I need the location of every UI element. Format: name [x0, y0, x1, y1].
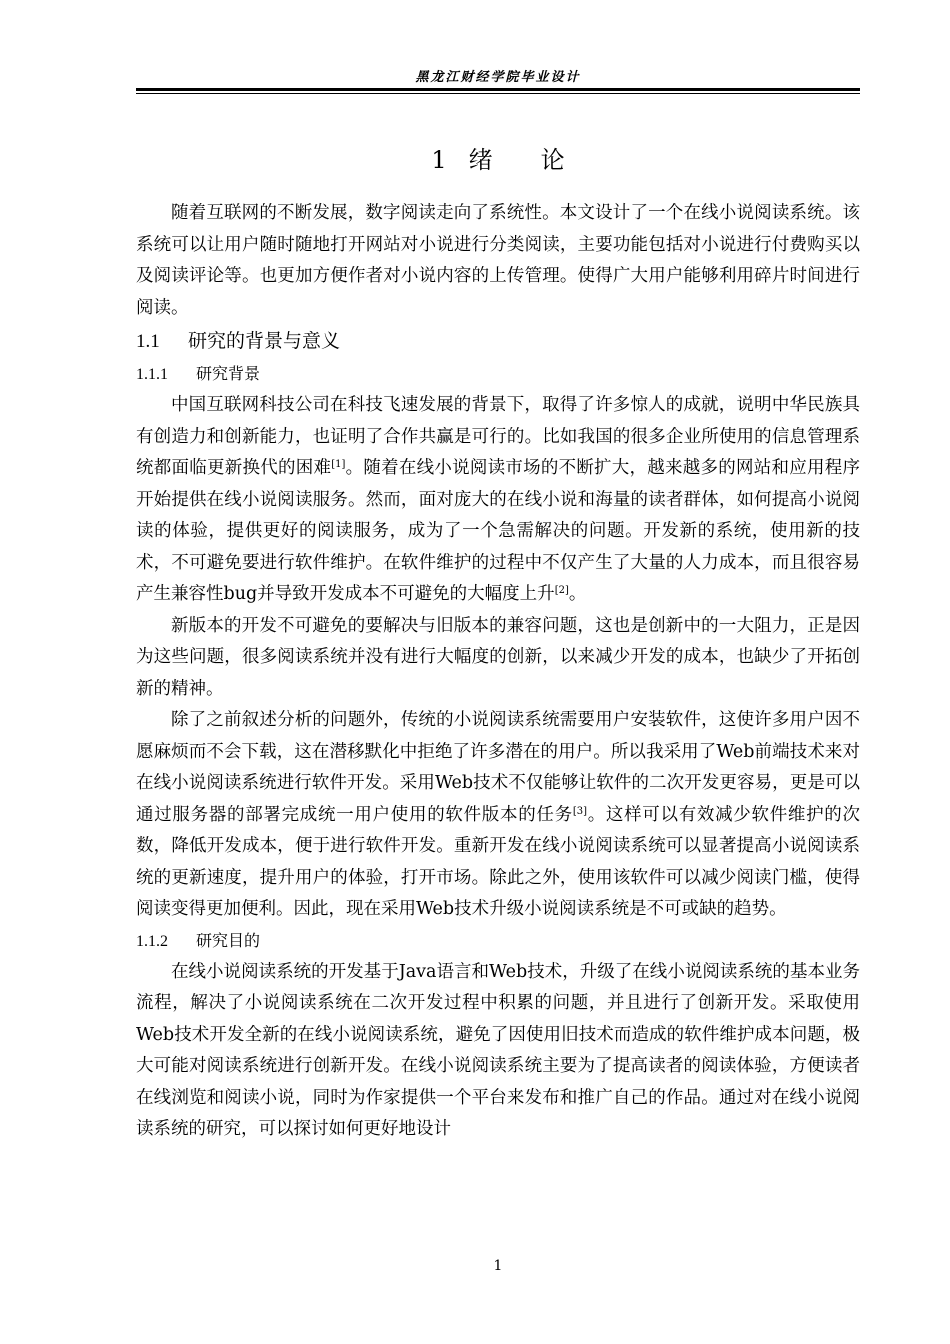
header-rule — [136, 88, 860, 91]
chapter-title — [136, 140, 860, 175]
purpose-paragraph: 在线小说阅读系统的开发基于Java语言和Web技术，升级了在线小说阅读系统的基本业务流程，解决了小说阅读系统在二次开发过程中积累的问题，并且进行了创新开发。采取使用Web技术开发全新的在线小说阅读系统，避免了因使用旧技术而造成的软件维护成本问题，极大可能对阅读系统进行创新开发。在线小说阅读系统主要为了提高读者的阅读体验，方便读者在线浏览和阅读小说，同时为作家提供一个平台来发布和推广自己的作品。通过对在线小说阅读系统的研究，可以探讨如何更好地设计 — [136, 961, 860, 1139]
page-body — [136, 198, 860, 1146]
header-rule-thin — [136, 93, 860, 94]
text-run: 中国互联网科技公司在科技飞速发展的背景下，取得了许多惊人的成就，说明中华民族具有创造力和创新能力，也证明了合作共赢是可行的。比如我国的很多企业所使用的信息管理系统都面临更新换代的困难 — [136, 395, 860, 478]
text-run: 。这样可以有效减少软件维护的次数，降低开发成本，便于进行软件开发。重新开发在线小说阅读系统可以显著提高小说阅读系统的更新速度，提升用户的体验，打开市场。除此之外，使用该软件可以减少阅读门槛，使得阅读变得更加便利。因此，现在采用Web技术升级小说阅读系统是不可或缺的趋势。 — [136, 804, 861, 919]
section-title: 研究的背景与意义 — [188, 330, 341, 352]
section-heading-1-1 — [136, 324, 860, 359]
section-heading-1-1-2 — [136, 926, 860, 957]
text-run: 。 — [568, 584, 587, 604]
section-number: 1.1 — [136, 331, 160, 352]
background-paragraph-1 — [136, 390, 860, 611]
text-run: 除了之前叙述分析的问题外，传统的小说阅读系统需要用户安装软件，这使许多用户因不愿麻烦而不会下载，这在潜移默化中拒绝了许多潜在的用户。所以我采用了Web前端技术来对在线小说阅读系统进行软件开发。采用Web技术不仅能够让软件的二次开发更容易，更是可以通过服务器的部署完成统一用户使用的软件版本的任务 — [136, 710, 860, 825]
background-paragraph-3 — [136, 705, 860, 926]
subsection-title: 研究背景 — [196, 364, 261, 383]
chapter-title-part1: 绪 — [468, 146, 493, 174]
subsection-title: 研究目的 — [196, 930, 261, 950]
text-run: 。随着在线小说阅读市场的不断扩大，越来越多的网站和应用程序开始提供在线小说阅读服务。然而，面对庞大的在线小说和海量的读者群体，如何提高小说阅读的体验，提供更好的阅读服务，成为了一个急需解决的问题。开发新的系统，使用新的技术，不可避免要进行软件维护。在软件维护的过程中不仅产生了大量的人力成本，而且很容易产生兼容性bug并导致开发成本不可避免的大幅度上升 — [136, 458, 860, 604]
section-heading-1-1-1 — [136, 359, 860, 390]
subsection-number: 1.1.2 — [136, 932, 168, 950]
background-paragraph-2: 新版本的开发不可避免的要解决与旧版本的兼容问题，这也是创新中的一大阻力，正是因为这些问题，很多阅读系统并没有进行大幅度的创新，以来减少开发的成本，也缺少了开拓创新的精神。 — [136, 615, 860, 699]
running-header: 黑龙江财经学院毕业设计 — [415, 70, 581, 85]
citation-ref-2[interactable]: [2] — [554, 585, 569, 596]
chapter-number: 1 — [431, 146, 447, 174]
intro-paragraph: 随着互联网的不断发展，数字阅读走向了系统性。本文设计了一个在线小说阅读系统。该系统可以让用户随时随地打开网站对小说进行分类阅读，主要功能包括对小说进行付费购买以及阅读评论等。也更加方便作者对小说内容的上传管理。使得广大用户能够利用碎片时间进行阅读。 — [136, 203, 860, 318]
citation-ref-3[interactable]: [3] — [572, 805, 587, 817]
citation-ref-1[interactable]: [1] — [331, 459, 346, 470]
subsection-number: 1.1.1 — [136, 366, 168, 383]
page-number: 1 — [493, 1258, 503, 1274]
chapter-title-part2: 论 — [540, 146, 565, 174]
